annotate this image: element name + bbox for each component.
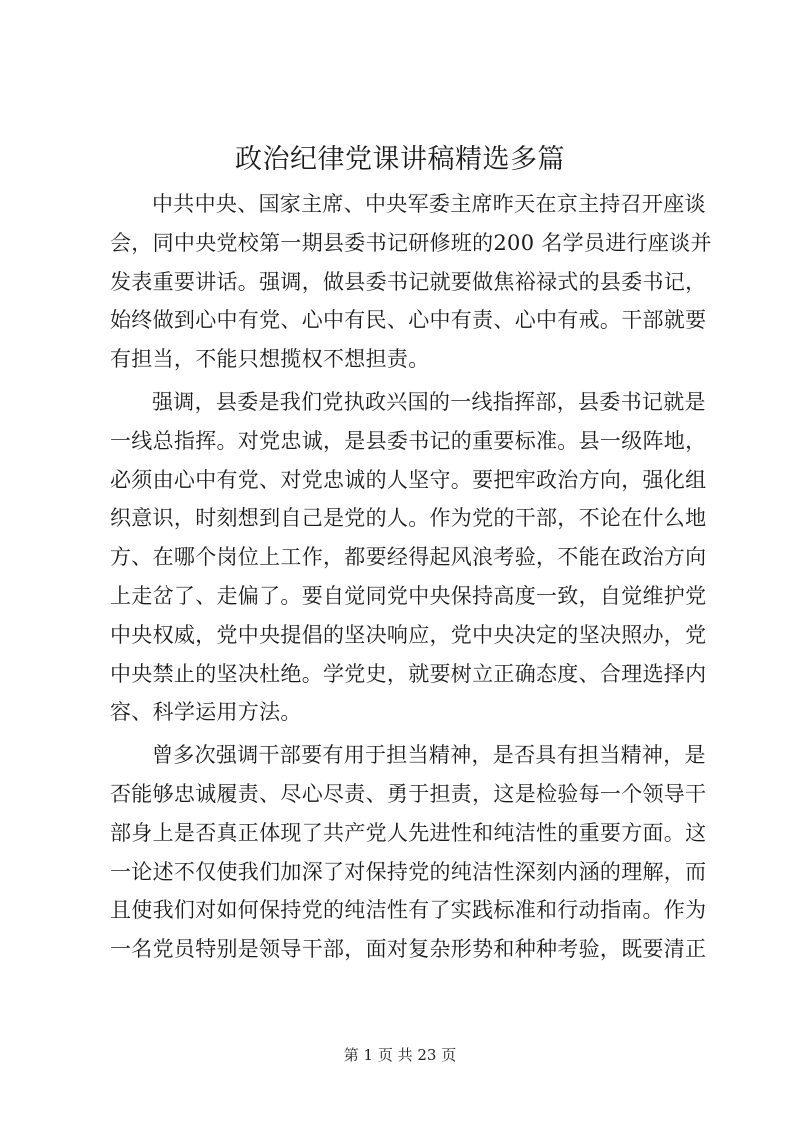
paragraph-2 [110, 383, 707, 732]
paragraph-line: 一名党员特别是领导干部，面对复杂形势和种种考验，既要清正 [110, 937, 707, 962]
paragraph-line: 且使我们对如何保持党的纯洁性有了实践标准和行动指南。作为 [110, 898, 707, 923]
paragraph-3 [110, 736, 707, 969]
paragraph-1 [110, 185, 712, 379]
paragraph-line: 曾多次强调干部要有用于担当精神，是否具有担当精神，是 [152, 743, 706, 768]
paragraph-line: 一论述不仅使我们加深了对保持党的纯洁性深刻内涵的理解，而 [110, 859, 707, 884]
paragraph-line: 否能够忠诚履责、尽心尽责、勇于担责，这是检验每一个领导干 [110, 781, 707, 806]
paragraph-line: 会，同中央党校第一期县委书记研修班的200 名学员进行座谈并 [110, 230, 712, 255]
paragraph-line: 容、科学运用方法。 [110, 700, 302, 725]
paragraph-line: 强调，县委是我们党执政兴国的一线指挥部，县委书记就是 [152, 389, 706, 414]
paragraph-line: 中央权威，党中央提倡的坚决响应，党中央决定的坚决照办，党 [110, 622, 707, 647]
paragraph-line: 始终做到心中有党、心中有民、心中有责、心中有戒。干部就要 [110, 308, 707, 333]
paragraph-line: 部身上是否真正体现了共产党人先进性和纯洁性的重要方面。这 [110, 820, 707, 845]
document-body [110, 185, 712, 973]
paragraph-line: 有担当，不能只想揽权不想担责。 [110, 347, 430, 372]
document-title: 政治纪律党课讲稿精选多篇 [235, 144, 565, 175]
paragraph-line: 织意识，时刻想到自己是党的人。作为党的干部，不论在什么地 [110, 506, 707, 531]
paragraph-line: 发表重要讲话。强调，做县委书记就要做焦裕禄式的县委书记， [110, 269, 707, 294]
paragraph-line: 方、在哪个岗位上工作，都要经得起风浪考验，不能在政治方向 [110, 545, 707, 570]
paragraph-line: 中共中央、国家主席、中央军委主席昨天在京主持召开座谈 [152, 192, 706, 216]
paragraph-line: 中央禁止的坚决杜绝。学党史，就要树立正确态度、合理选择内 [110, 661, 707, 686]
paragraph-line: 上走岔了、走偏了。要自觉同党中央保持高度一致，自觉维护党 [110, 583, 707, 608]
page-number-footer: 第 1 页 共 23 页 [343, 1046, 457, 1064]
paragraph-line: 必须由心中有党、对党忠诚的人坚守。要把牢政治方向，强化组 [110, 467, 707, 492]
paragraph-line: 一线总指挥。对党忠诚，是县委书记的重要标准。县一级阵地， [110, 428, 707, 453]
